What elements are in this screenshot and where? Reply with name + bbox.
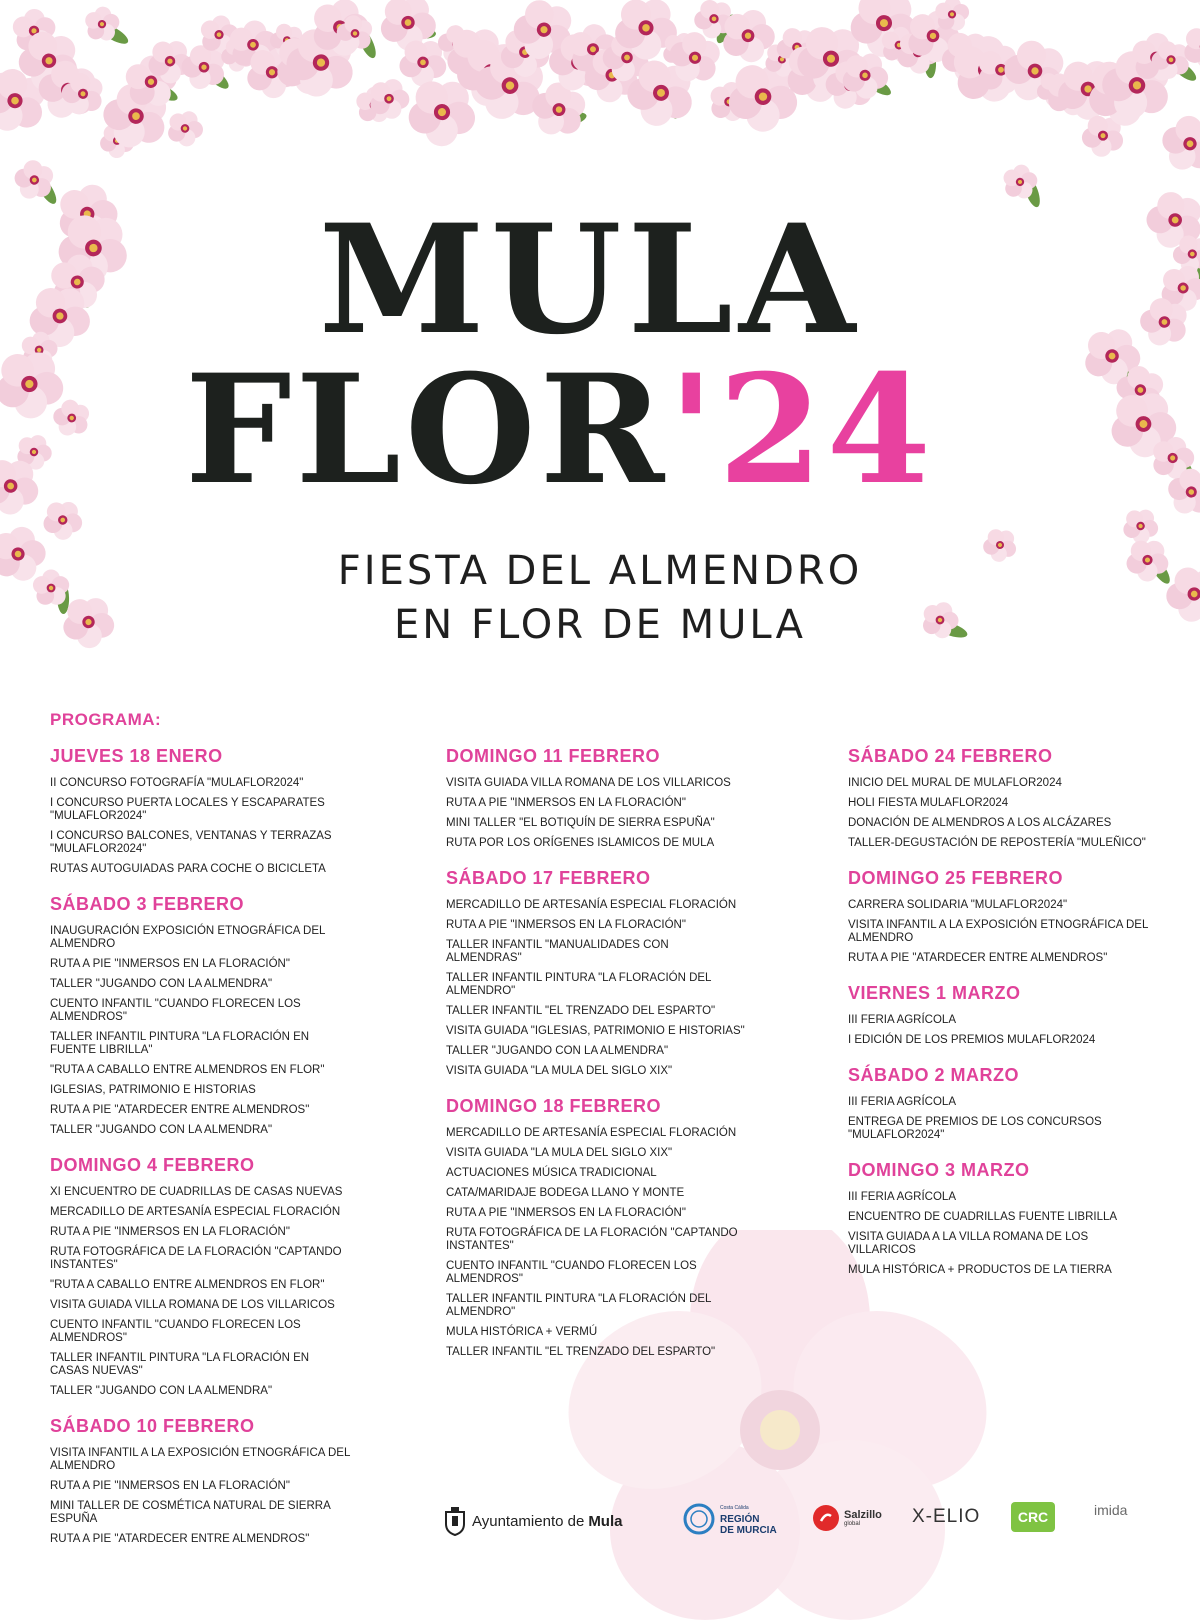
title-line-flor: FLOR'24 xyxy=(185,342,935,518)
event-item: XI ENCUENTRO DE CUADRILLAS DE CASAS NUEVAS xyxy=(50,1186,343,1198)
program-day xyxy=(50,1155,380,1398)
event-item: RUTA A PIE "ATARDECER ENTRE ALMENDROS" xyxy=(50,1104,310,1116)
event-item: RUTA A PIE "ATARDECER ENTRE ALMENDROS" xyxy=(848,952,1108,964)
event-item: RUTA POR LOS ORÍGENES ISLAMICOS DE MULA xyxy=(446,837,715,849)
day-heading: DOMINGO 4 FEBRERO xyxy=(50,1155,255,1175)
event-item: CUENTO INFANTIL "CUANDO FLORECEN LOS ALMENDROS" xyxy=(50,1319,301,1344)
sponsor-logos xyxy=(444,1502,1164,1546)
program-day xyxy=(446,746,776,850)
xelio-logo: X-ELIO xyxy=(912,1506,981,1527)
crest-icon xyxy=(444,1506,466,1536)
event-item: CUENTO INFANTIL "CUANDO FLORECEN LOS ALMENDROS" xyxy=(50,998,301,1023)
salzillo-name: Salzillo xyxy=(844,1509,882,1521)
day-heading: SÁBADO 2 MARZO xyxy=(848,1065,1020,1085)
event-item: "RUTA A CABALLO ENTRE ALMENDROS EN FLOR" xyxy=(50,1279,325,1291)
event-item: RUTA FOTOGRÁFICA DE LA FLORACIÓN "CAPTANDO INSTANTES" xyxy=(50,1246,342,1271)
event-item: VISITA GUIADA "LA MULA DEL SIGLO XIX" xyxy=(446,1065,673,1077)
program-day xyxy=(848,1160,1178,1277)
event-item: VISITA GUIADA VILLA ROMANA DE LOS VILLARICOS xyxy=(50,1299,335,1311)
event-item: MERCADILLO DE ARTESANÍA ESPECIAL FLORACIÓN xyxy=(446,899,737,911)
event-item: I CONCURSO BALCONES, VENTANAS Y TERRAZAS "MULAFLOR2024" xyxy=(50,830,332,855)
event-item: TALLER INFANTIL "EL TRENZADO DEL ESPARTO" xyxy=(446,1005,716,1017)
event-item: MINI TALLER "EL BOTIQUÍN DE SIERRA ESPUÑA" xyxy=(446,817,715,829)
event-item: RUTA A PIE "INMERSOS EN LA FLORACIÓN" xyxy=(50,958,290,970)
programa-heading: PROGRAMA: xyxy=(50,710,162,729)
program-day xyxy=(446,868,776,1078)
day-heading: JUEVES 18 ENERO xyxy=(50,746,223,766)
event-item: I EDICIÓN DE LOS PREMIOS MULAFLOR2024 xyxy=(848,1034,1096,1046)
murcia-line-1: REGIÓN xyxy=(720,1513,760,1525)
event-item: TALLER-DEGUSTACIÓN DE REPOSTERÍA "MULEÑICO" xyxy=(848,837,1146,849)
event-item: MINI TALLER DE COSMÉTICA NATURAL DE SIERRA ESPUÑA xyxy=(50,1500,331,1525)
event-item: VISITA INFANTIL A LA EXPOSICIÓN ETNOGRÁFICA DEL ALMENDRO xyxy=(848,919,1148,944)
title-line-mula: MULA xyxy=(318,192,862,368)
event-item: VISITA GUIADA A LA VILLA ROMANA DE LOS VILLARICOS xyxy=(848,1231,1089,1256)
title-year: '24 xyxy=(668,342,935,518)
event-item: III FERIA AGRÍCOLA xyxy=(848,1096,957,1108)
event-item: TALLER "JUGANDO CON LA ALMENDRA" xyxy=(50,978,273,990)
day-heading: SÁBADO 3 FEBRERO xyxy=(50,894,245,914)
event-item: VISITA GUIADA "IGLESIAS, PATRIMONIO E HISTORIAS" xyxy=(446,1025,745,1037)
event-item: TALLER "JUGANDO CON LA ALMENDRA" xyxy=(50,1385,273,1397)
program-day xyxy=(848,983,1178,1047)
program-day xyxy=(50,894,380,1137)
ayuntamiento-name: Mula xyxy=(588,1512,623,1530)
program-day xyxy=(50,746,380,876)
event-item: III FERIA AGRÍCOLA xyxy=(848,1014,957,1026)
event-item: MULA HISTÓRICA + PRODUCTOS DE LA TIERRA xyxy=(848,1264,1112,1276)
event-item: TALLER "JUGANDO CON LA ALMENDRA" xyxy=(446,1045,669,1057)
event-item: TALLER INFANTIL PINTURA "LA FLORACIÓN DEL ALMENDRO" xyxy=(446,972,712,997)
subtitle-line-2: EN FLOR DE MULA xyxy=(394,602,806,648)
event-item: II CONCURSO FOTOGRAFÍA "MULAFLOR2024" xyxy=(50,777,304,789)
red-circle-icon xyxy=(812,1504,840,1532)
day-heading: SÁBADO 17 FEBRERO xyxy=(446,868,651,888)
ayuntamiento-logo xyxy=(444,1506,622,1536)
event-item: MERCADILLO DE ARTESANÍA ESPECIAL FLORACIÓN xyxy=(446,1127,737,1139)
crc-logo xyxy=(1011,1502,1055,1532)
circle-logo-icon xyxy=(682,1502,716,1536)
event-item: RUTA FOTOGRÁFICA DE LA FLORACIÓN "CAPTANDO INSTANTES" xyxy=(446,1227,738,1252)
event-item: TALLER INFANTIL PINTURA "LA FLORACIÓN EN CASAS NUEVAS" xyxy=(50,1352,310,1377)
event-item: CATA/MARIDAJE BODEGA LLANO Y MONTE xyxy=(446,1187,685,1199)
event-item: HOLI FIESTA MULAFLOR2024 xyxy=(848,797,1009,809)
ayuntamiento-prefix: Ayuntamiento de xyxy=(472,1512,585,1530)
event-item: VISITA GUIADA "LA MULA DEL SIGLO XIX" xyxy=(446,1147,673,1159)
region-murcia-logo xyxy=(682,1502,777,1536)
program-day xyxy=(848,868,1178,965)
event-item: ACTUACIONES MÚSICA TRADICIONAL xyxy=(446,1167,657,1179)
event-item: ENTREGA DE PREMIOS DE LOS CONCURSOS "MULAFLOR2024" xyxy=(848,1116,1102,1141)
subtitle-line-1: FIESTA DEL ALMENDRO xyxy=(337,548,863,594)
event-item: ENCUENTRO DE CUADRILLAS FUENTE LIBRILLA xyxy=(848,1211,1118,1223)
day-heading: DOMINGO 25 FEBRERO xyxy=(848,868,1064,888)
salzillo-logo xyxy=(812,1504,882,1532)
day-heading: SÁBADO 10 FEBRERO xyxy=(50,1416,255,1436)
event-item: IGLESIAS, PATRIMONIO E HISTORIAS xyxy=(50,1084,256,1096)
program-day xyxy=(848,746,1178,850)
event-item: INAUGURACIÓN EXPOSICIÓN ETNOGRÁFICA DEL ALMENDRO xyxy=(50,925,325,950)
event-item: CUENTO INFANTIL "CUANDO FLORECEN LOS ALMENDROS" xyxy=(446,1260,697,1285)
event-item: RUTA A PIE "INMERSOS EN LA FLORACIÓN" xyxy=(50,1226,290,1238)
day-heading: DOMINGO 11 FEBRERO xyxy=(446,746,661,766)
event-item: TALLER INFANTIL "MANUALIDADES CON ALMENDRAS" xyxy=(446,939,669,964)
murcia-line-2: DE MURCIA xyxy=(720,1524,777,1536)
event-item: TALLER INFANTIL PINTURA "LA FLORACIÓN EN FUENTE LIBRILLA" xyxy=(50,1031,310,1056)
imida-logo xyxy=(1094,1502,1127,1518)
event-item: RUTA A PIE "INMERSOS EN LA FLORACIÓN" xyxy=(446,797,686,809)
event-item: VISITA INFANTIL A LA EXPOSICIÓN ETNOGRÁFICA DEL ALMENDRO xyxy=(50,1447,350,1472)
program-column-1 xyxy=(50,746,380,1564)
salzillo-sub: global xyxy=(844,1521,861,1527)
program-day xyxy=(50,1416,380,1546)
event-item: "RUTA A CABALLO ENTRE ALMENDROS EN FLOR" xyxy=(50,1064,325,1076)
event-item: VISITA GUIADA VILLA ROMANA DE LOS VILLARICOS xyxy=(446,777,731,789)
murcia-small-label: Costa Cálida xyxy=(720,1504,749,1511)
event-item: INICIO DEL MURAL DE MULAFLOR2024 xyxy=(848,777,1062,789)
crc-label: CRC xyxy=(1011,1502,1055,1532)
event-item: RUTA A PIE "ATARDECER ENTRE ALMENDROS" xyxy=(50,1533,310,1545)
program-day xyxy=(848,1065,1178,1142)
program-column-2 xyxy=(446,746,776,1377)
event-item: DONACIÓN DE ALMENDROS A LOS ALCÁZARES xyxy=(848,817,1112,829)
imida-name: imida xyxy=(1094,1502,1128,1518)
event-item: RUTA A PIE "INMERSOS EN LA FLORACIÓN" xyxy=(50,1480,290,1492)
event-item: CARRERA SOLIDARIA "MULAFLOR2024" xyxy=(848,899,1068,911)
event-item: TALLER INFANTIL PINTURA "LA FLORACIÓN DEL ALMENDRO" xyxy=(446,1293,712,1318)
event-item: III FERIA AGRÍCOLA xyxy=(848,1191,957,1203)
event-item: MULA HISTÓRICA + VERMÚ xyxy=(446,1326,598,1338)
program-column-3 xyxy=(848,746,1178,1295)
event-item: MERCADILLO DE ARTESANÍA ESPECIAL FLORACIÓN xyxy=(50,1206,341,1218)
event-item: RUTA A PIE "INMERSOS EN LA FLORACIÓN" xyxy=(446,919,686,931)
day-heading: SÁBADO 24 FEBRERO xyxy=(848,746,1053,766)
day-heading: VIERNES 1 MARZO xyxy=(848,983,1021,1003)
event-item: TALLER "JUGANDO CON LA ALMENDRA" xyxy=(50,1124,273,1136)
program-day xyxy=(446,1096,776,1359)
event-item: RUTAS AUTOGUIADAS PARA COCHE O BICICLETA xyxy=(50,863,326,875)
day-heading: DOMINGO 18 FEBRERO xyxy=(446,1096,662,1116)
event-item: I CONCURSO PUERTA LOCALES Y ESCAPARATES "MULAFLOR2024" xyxy=(50,797,325,822)
event-item: RUTA A PIE "INMERSOS EN LA FLORACIÓN" xyxy=(446,1207,686,1219)
day-heading: DOMINGO 3 MARZO xyxy=(848,1160,1030,1180)
event-item: TALLER INFANTIL "EL TRENZADO DEL ESPARTO" xyxy=(446,1346,716,1358)
